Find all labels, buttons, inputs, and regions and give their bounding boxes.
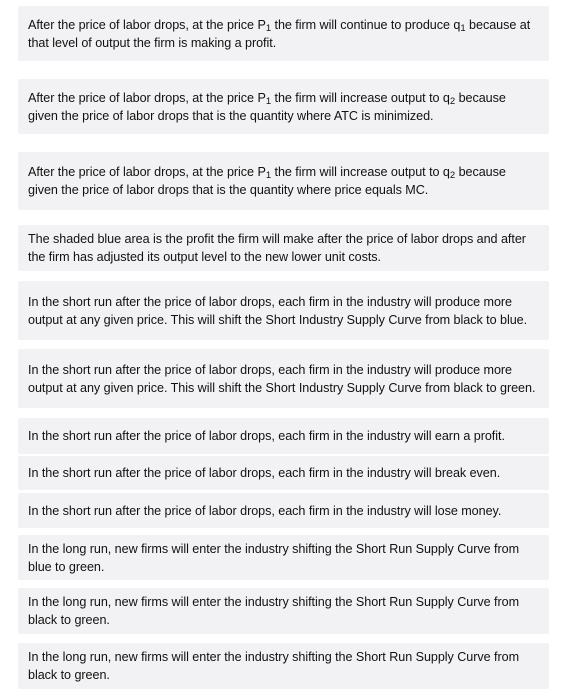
answer-option-text	[28, 89, 539, 125]
subscript: 1	[265, 22, 272, 34]
answer-option-10[interactable]	[18, 535, 549, 580]
option-text-run: the firm will increase output to q	[271, 165, 450, 179]
option-text-run: In the long run, new firms will enter the industry shifting the Short Run Supply Curve from blue to green.	[28, 541, 520, 574]
option-text-run: After the price of labor drops, at the price P	[28, 165, 266, 179]
answer-option-text	[28, 361, 539, 397]
option-text-run: In the short run after the price of labor drops, each firm in the industry will produce more output at any given price. This will shift the Short Industry Supply Curve from black to green.	[28, 362, 536, 395]
option-text-run: In the short run after the price of labor drops, each firm in the industry will earn a profit.	[28, 429, 505, 443]
subscript: 2	[449, 170, 456, 181]
subscript: 2	[449, 95, 456, 107]
option-text-run: In the long run, new firms will enter the industry shifting the Short Run Supply Curve from black to green.	[28, 595, 520, 627]
answer-option-text	[28, 464, 500, 482]
answer-option-8[interactable]	[18, 456, 549, 490]
answer-option-1[interactable]	[18, 6, 549, 61]
option-text-run: In the short run after the price of labor drops, each firm in the industry will lose money.	[28, 503, 502, 518]
answer-option-text	[28, 502, 501, 520]
answer-option-5[interactable]	[18, 281, 549, 340]
answer-option-11[interactable]	[18, 588, 549, 634]
subscript: 1	[460, 22, 466, 34]
answer-option-2[interactable]	[18, 79, 549, 134]
subscript: 1	[265, 170, 272, 181]
answer-option-9[interactable]	[18, 493, 549, 528]
answer-option-12[interactable]	[18, 643, 549, 689]
answer-option-text	[28, 593, 539, 629]
answer-option-text	[28, 540, 539, 576]
answer-option-text	[28, 16, 539, 52]
subscript: 1	[265, 95, 272, 107]
option-text-run: In the long run, new firms will enter the industry shifting the Short Run Supply Curve from black to green.	[28, 650, 520, 682]
option-text-run: In the short run after the price of labor drops, each firm in the industry will break even.	[28, 466, 501, 480]
answer-option-6[interactable]	[18, 349, 549, 408]
answer-option-text	[28, 293, 539, 329]
option-text-run: the firm will continue to produce q	[271, 17, 461, 32]
answer-option-text	[28, 648, 539, 684]
answer-option-text	[28, 427, 505, 445]
option-text-run: In the short run after the price of labor drops, each firm in the industry will produce more output at any given price. This will shift the Short Industry Supply Curve from black to blue.	[28, 294, 528, 327]
answer-option-7[interactable]	[18, 418, 549, 454]
answer-option-text	[28, 230, 539, 266]
answer-option-4[interactable]	[18, 225, 549, 271]
answer-option-3[interactable]	[18, 152, 549, 210]
option-text-run: because given the price of labor drops that is the quantity where price equals MC.	[28, 165, 506, 197]
option-text-run: The shaded blue area is the profit the firm will make after the price of labor drops and after the firm has adjusted its output level to the new lower unit costs.	[28, 232, 526, 264]
option-text-run: because at that level of output the firm is making a profit.	[28, 17, 531, 50]
option-text-run: After the price of labor drops, at the price P	[28, 17, 266, 32]
option-text-run: After the price of labor drops, at the price P	[28, 90, 266, 105]
answer-option-text	[28, 163, 539, 199]
option-text-run: the firm will increase output to q	[271, 90, 450, 105]
option-text-run: because given the price of labor drops that is the quantity where ATC is minimized.	[28, 90, 506, 123]
